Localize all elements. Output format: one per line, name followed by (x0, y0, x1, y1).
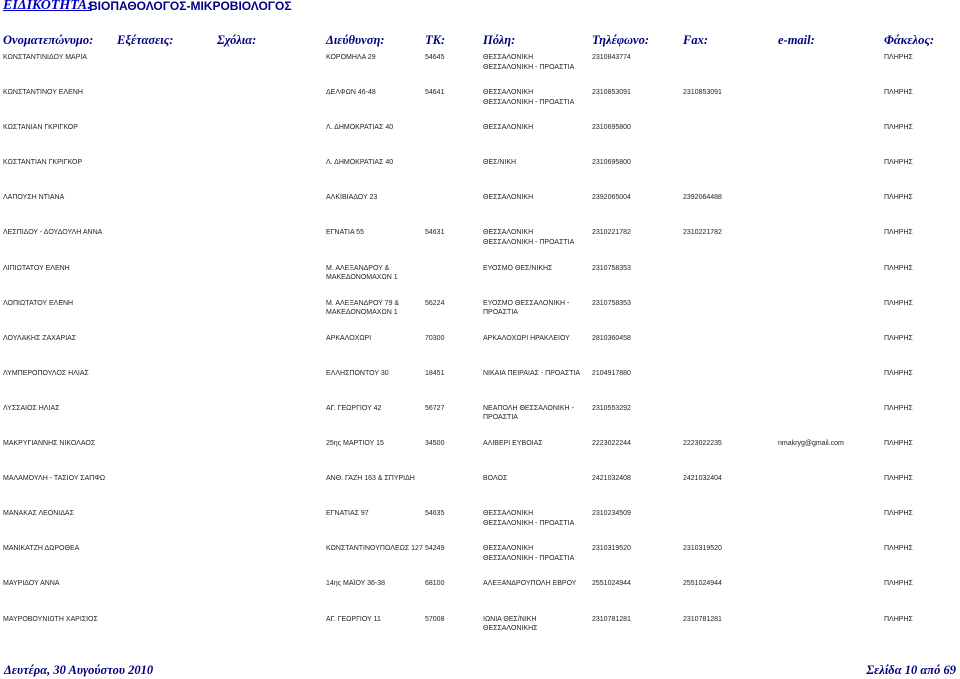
record-phone: 2310234509 (592, 510, 631, 518)
record-fax: 2551024944 (683, 580, 722, 588)
table-row (0, 367, 960, 402)
record-name: ΚΩΣΤΑΝΤΙΑΝ ΓΚΡΙΓΚΟΡ (3, 159, 83, 167)
record-name: ΚΩΝΣΤΑΝΤΙΝΙΔΟΥ ΜΑΡΙΑ (3, 54, 88, 61)
record-city: ΘΕΣΣΑΛΟΝΙΚΗ (483, 194, 534, 202)
record-name: ΛΙΠΙΩΤΑΤΟΥ ΕΛΕΝΗ (3, 264, 70, 272)
record-folder-status: ΠΛΗΡΗΣ (884, 334, 913, 342)
record-name: ΜΑΥΡΙΔΟΥ ΑΝΝΑ (3, 580, 60, 588)
record-folder-status: ΠΛΗΡΗΣ (884, 475, 913, 483)
record-address: Λ. ΔΗΜΟΚΡΑΤΙΑΣ 40 (326, 124, 394, 132)
record-folder-status: ΠΛΗΡΗΣ (884, 615, 913, 623)
record-folder-status: ΠΛΗΡΗΣ (884, 510, 913, 518)
header-name: Ονοματεπώνυμο: (3, 33, 94, 47)
record-name: ΜΑΝΑΚΑΣ ΛΕΟΝΙΔΑΣ (3, 510, 74, 518)
record-postcode: 56727 (425, 404, 445, 412)
record-name: ΛΥΜΠΕΡΟΠΟΥΛΟΣ ΗΛΙΑΣ (3, 369, 89, 377)
record-name: ΚΩΣΤΑΝΙΑΝ ΓΚΡΙΓΚΟΡ (3, 124, 78, 132)
record-phone: 2104917880 (592, 369, 631, 377)
record-folder-status: ΠΛΗΡΗΣ (884, 194, 913, 202)
record-address: ΔΕΛΦΩΝ 46-48 (326, 89, 376, 97)
record-city: ΘΕΣΣΑΛΟΝΙΚΗ ΘΕΣΣΑΛΟΝΙΚΗ - ΠΡΟΑΣΤΙΑ (483, 510, 575, 527)
record-postcode: 34500 (425, 440, 445, 448)
record-name: ΜΑΝΙΚΑΤΖΗ ΔΩΡΟΘΕΑ (3, 545, 80, 553)
record-folder-status: ΠΛΗΡΗΣ (884, 580, 913, 588)
record-phone: 2310221782 (592, 229, 631, 237)
record-city: ΕΥΟΣΜΟ ΘΕΣ/ΝΙΚΗΣ (483, 264, 553, 272)
record-address: ΑΓ. ΓΕΩΡΓΙΟΥ 42 (326, 404, 382, 412)
footer-date: Δευτέρα, 30 Αυγούστου 2010 (4, 663, 154, 677)
record-postcode: 70300 (425, 334, 445, 342)
record-address: Μ. ΑΛΕΞΑΝΔΡΟΥ & ΜΑΚΕΔΟΝΟΜΑΧΩΝ 1 (326, 264, 398, 282)
record-city: ΘΕΣΣΑΛΟΝΙΚΗ (483, 124, 534, 132)
record-folder-status: ΠΛΗΡΗΣ (884, 404, 913, 412)
record-city: ΕΥΟΣΜΟ ΘΕΣΣΑΛΟΝΙΚΗ - ΠΡΟΑΣΤΙΑ (483, 299, 570, 317)
table-row (0, 613, 960, 648)
record-phone: 2310758353 (592, 299, 631, 307)
record-fax: 2310781281 (683, 615, 722, 623)
records-table (0, 51, 960, 648)
header-folder: Φάκελος: (884, 33, 935, 47)
table-row (0, 262, 960, 297)
record-fax: 2310319520 (683, 545, 722, 553)
record-postcode: 56224 (425, 299, 445, 307)
record-address: 14ης ΜΑΪΟΥ 36-38 (326, 580, 386, 588)
table-row (0, 191, 960, 226)
record-name: ΜΑΚΡΥΓΙΑΝΝΗΣ ΝΙΚΟΛΑΟΣ (3, 440, 96, 448)
record-address: Λ. ΔΗΜΟΚΡΑΤΙΑΣ 40 (326, 159, 394, 167)
record-fax: 2310221782 (683, 229, 722, 237)
record-postcode: 57008 (425, 615, 445, 623)
record-city: ΑΛΕΞΑΝΔΡΟΥΠΟΛΗ ΕΒΡΟΥ (483, 580, 577, 588)
table-row (0, 156, 960, 191)
table-row (0, 577, 960, 612)
record-phone: 2310853091 (592, 89, 631, 97)
record-city: ΘΕΣΣΑΛΟΝΙΚΗ ΘΕΣΣΑΛΟΝΙΚΗ - ΠΡΟΑΣΤΙΑ (483, 229, 575, 246)
record-address: ΑΛΚΙΒΙΑΔΟΥ 23 (326, 194, 378, 202)
record-name: ΜΑΛΑΜΟΥΛΗ - ΤΑΣΙΟΥ ΣΑΠΦΩ (3, 475, 106, 483)
record-city: ΘΕΣΣΑΛΟΝΙΚΗ ΘΕΣΣΑΛΟΝΙΚΗ - ΠΡΟΑΣΤΙΑ (483, 545, 575, 562)
record-city: ΘΕΣΣΑΛΟΝΙΚΗ ΘΕΣΣΑΛΟΝΙΚΗ - ΠΡΟΑΣΤΙΑ (483, 54, 575, 71)
record-phone: 2310695800 (592, 159, 631, 167)
record-phone: 2392065004 (592, 194, 631, 202)
table-row (0, 121, 960, 156)
record-city: ΝΕΑΠΟΛΗ ΘΕΣΣΑΛΟΝΙΚΗ - ΠΡΟΑΣΤΙΑ (483, 404, 574, 422)
record-name: ΛΟΥΛΑΚΗΣ ΖΑΧΑΡΙΑΣ (3, 334, 77, 342)
record-address: ΕΓΝΑΤΙΑ 55 (326, 229, 364, 237)
header-address: Διεύθυνση: (326, 33, 385, 47)
header-phone: Τηλέφωνο: (592, 33, 650, 47)
record-folder-status: ΠΛΗΡΗΣ (884, 299, 913, 307)
record-phone: 2310319520 (592, 545, 631, 553)
table-row (0, 542, 960, 577)
record-postcode: 54631 (425, 229, 445, 237)
header-comments: Σχόλια: (217, 33, 257, 47)
record-postcode: 54641 (425, 89, 445, 97)
record-name: ΜΑΥΡΟΒΟΥΝΙΩΤΗ ΧΑΡΙΣΙΟΣ (3, 615, 98, 623)
record-name: ΛΟΠΙΩΤΑΤΟΥ ΕΛΕΝΗ (3, 299, 74, 307)
record-phone: 2223022244 (592, 440, 631, 448)
table-row (0, 226, 960, 261)
record-folder-status: ΠΛΗΡΗΣ (884, 545, 913, 553)
record-folder-status: ΠΛΗΡΗΣ (884, 229, 913, 237)
column-headers (0, 33, 960, 49)
table-row (0, 437, 960, 472)
record-address: ΚΩΝΣΤΑΝΤΙΝΟΥΠΟΛΕΩΣ 127 (326, 545, 423, 553)
record-email[interactable]: nmakryg@gmail.com (778, 440, 844, 448)
record-phone: 2551024944 (592, 580, 631, 588)
record-folder-status: ΠΛΗΡΗΣ (884, 124, 913, 132)
record-address: ΑΝΘ. ΓΑΖΗ 163 & ΣΠΥΡΙΔΗ (326, 475, 415, 483)
header-fax: Fax: (683, 33, 708, 47)
record-city: ΘΕΣ/ΝΙΚΗ (483, 159, 517, 167)
record-postcode: 18451 (425, 369, 445, 377)
record-folder-status: ΠΛΗΡΗΣ (884, 159, 913, 167)
record-fax: 2392064488 (683, 194, 722, 202)
table-row (0, 472, 960, 507)
table-row (0, 51, 960, 86)
record-address: ΑΓ. ΓΕΩΡΓΙΟΥ 11 (326, 615, 381, 623)
record-fax: 2310853091 (683, 89, 722, 97)
footer-page-number: Σελίδα 10 από 69 (866, 663, 956, 677)
record-folder-status: ΠΛΗΡΗΣ (884, 369, 913, 377)
record-name: ΛΕΣΠΙΔΟΥ - ΔΟΥΔΟΥΛΗ ΑΝΝΑ (3, 229, 103, 237)
record-city: ΝΙΚΑΙΑ ΠΕΙΡΑΙΑΣ - ΠΡΟΑΣΤΙΑ (483, 369, 581, 377)
table-row (0, 402, 960, 437)
record-fax: 2421032404 (683, 475, 722, 483)
record-folder-status: ΠΛΗΡΗΣ (884, 89, 913, 97)
record-name: ΛΥΣΣΑΙΟΣ ΗΛΙΑΣ (3, 404, 60, 412)
table-row (0, 507, 960, 542)
record-fax: 2223022235 (683, 440, 722, 448)
record-city: ΑΛΙΒΕΡΙ ΕΥΒΟΙΑΣ (483, 440, 543, 448)
header-tk: TK: (425, 33, 446, 47)
record-phone: 2810360458 (592, 334, 631, 342)
record-city: ΑΡΚΑΛΟΧΩΡΙ ΗΡΑΚΛΕΙΟΥ (483, 334, 570, 342)
title-bar (0, 0, 960, 14)
record-address: Μ. ΑΛΕΞΑΝΔΡΟΥ 79 & ΜΑΚΕΔΟΝΟΜΑΧΩΝ 1 (326, 299, 400, 317)
record-postcode: 54249 (425, 545, 445, 553)
specialty-value: ΒΙΟΠΑΘΟΛΟΓΟΣ-ΜΙΚΡΟΒΙΟΛΟΓΟΣ (89, 0, 292, 13)
record-phone: 2310758353 (592, 264, 631, 272)
record-folder-status: ΠΛΗΡΗΣ (884, 440, 913, 448)
record-postcode: 54635 (425, 510, 445, 518)
record-postcode: 54645 (425, 54, 445, 61)
header-exams: Εξέτασεις: (117, 33, 174, 47)
specialty-label: ΕΙΔΙΚΟΤΗΤΑ: (3, 0, 92, 13)
record-address: ΕΛΛΗΣΠΟΝΤΟΥ 30 (326, 369, 389, 377)
table-row (0, 297, 960, 332)
record-city: ΙΩΝΙΑ ΘΕΣ/ΝΙΚΗ ΘΕΣΣΑΛΟΝΙΚΗΣ (483, 615, 538, 632)
table-row (0, 86, 960, 121)
record-folder-status: ΠΛΗΡΗΣ (884, 264, 913, 272)
record-phone: 2310695800 (592, 124, 631, 132)
record-name: ΚΩΝΣΤΑΝΤΙΝΟΥ ΕΛΕΝΗ (3, 89, 83, 97)
record-folder-status: ΠΛΗΡΗΣ (884, 54, 913, 61)
record-city: ΒΟΛΟΣ (483, 475, 508, 483)
record-phone: 2310553292 (592, 404, 631, 412)
header-email: e-mail: (778, 33, 815, 47)
record-city: ΘΕΣΣΑΛΟΝΙΚΗ ΘΕΣΣΑΛΟΝΙΚΗ - ΠΡΟΑΣΤΙΑ (483, 89, 575, 106)
record-address: ΚΟΡΟΜΗΛΑ 29 (326, 54, 376, 61)
record-address: ΕΓΝΑΤΙΑΣ 97 (326, 510, 369, 518)
record-postcode: 68100 (425, 580, 445, 588)
record-address: ΑΡΚΑΛΟΧΩΡΙ (326, 334, 372, 342)
record-phone: 2310843774 (592, 54, 631, 61)
record-phone: 2310781281 (592, 615, 631, 623)
record-name: ΛΑΠΟΥΣΗ ΝΤΙΑΝΑ (3, 194, 65, 202)
header-city: Πόλη: (483, 33, 516, 47)
record-phone: 2421032408 (592, 475, 631, 483)
table-row (0, 332, 960, 367)
record-address: 25ης ΜΑΡΤΙΟΥ 15 (326, 440, 384, 448)
